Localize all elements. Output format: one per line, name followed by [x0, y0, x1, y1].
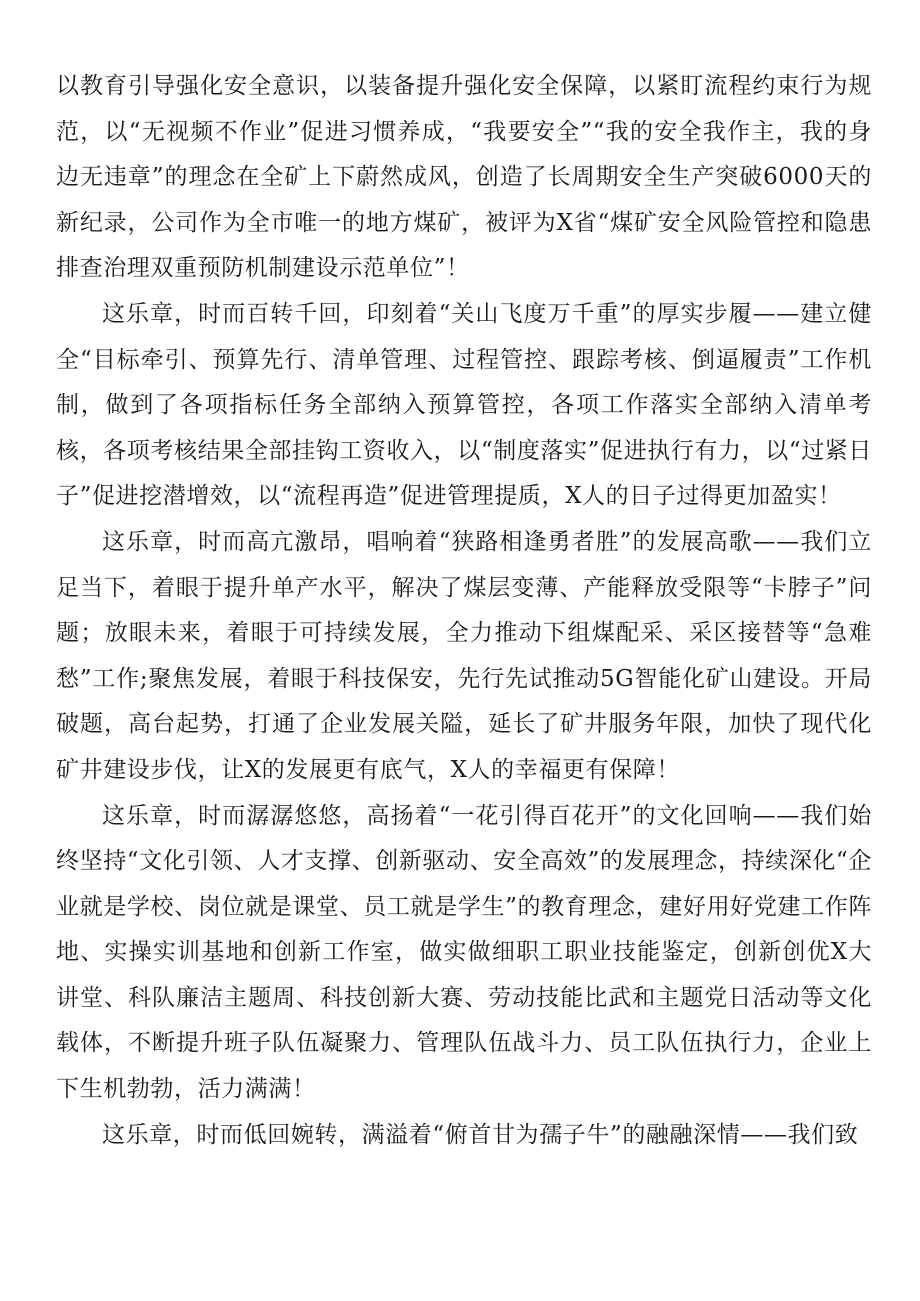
paragraph-culture: 这乐章，时而潺潺悠悠，高扬着“一花引得百花开”的文化回响——我们始终坚持“文化引领、人才支撑、创新驱动、安全高效”的发展理念，持续深化“企业就是学校、岗位就是课堂、员工就是学生”的教育理念，建好用好党建工作阵地、实操实训基地和创新工作室，做实做细职工职业技能鉴定，创新创优X大讲堂、科队廉洁主题周、科技创新大赛、劳动技能比武和主题党日活动等文化载体，不断提升班子队伍凝聚力、管理队伍战斗力、员工队伍执行力，企业上下生机勃勃，活力满满！ [56, 802, 872, 1103]
paragraph-management: 这乐章，时而百转千回，印刻着“关山飞度万千重”的厚实步履——建立健全“目标牵引、预算先行、清单管理、过程管控、跟踪考核、倒逼履责”工作机制，做到了各项指标任务全部纳入预算管控，各项工作落实全部纳入清单考核，各项考核结果全部挂钩工资收入，以“制度落实”促进执行有力，以“过紧日子”促进挖潜增效，以“流程再造”促进管理提质，X人的日子过得更加盈实！ [56, 300, 872, 510]
document-body [56, 64, 872, 1158]
paragraph-care-truncated: 这乐章，时而低回婉转，满溢着“俯首甘为孺子牛”的融融深情——我们致 [102, 1121, 859, 1148]
paragraph-development: 这乐章，时而高亢激昂，唱响着“狭路相逢勇者胜”的发展高歌——我们立足当下，着眼于提升单产水平，解决了煤层变薄、产能释放受限等“卡脖子”问题；放眼未来，着眼于可持续发展，全力推动下组煤配采、采区接替等“急难愁”工作;聚焦发展，着眼于科技保安，先行先试推动5G智能化矿山建设。开局破题，高台起势，打通了企业发展关隘，延长了矿井服务年限，加快了现代化矿井建设步伐，让X的发展更有底气，X人的幸福更有保障！ [56, 528, 872, 783]
paragraph-safety-continuation: 以教育引导强化安全意识，以装备提升强化安全保障，以紧盯流程约束行为规范，以“无视频不作业”促进习惯养成，“我要安全”“我的安全我作主，我的身边无违章”的理念在全矿上下蔚然成风，创造了长周期安全生产突破6000天的新纪录，公司作为全市唯一的地方煤矿，被评为X省“煤矿安全风险管控和隐患排查治理双重预防机制建设示范单位”！ [56, 73, 872, 282]
